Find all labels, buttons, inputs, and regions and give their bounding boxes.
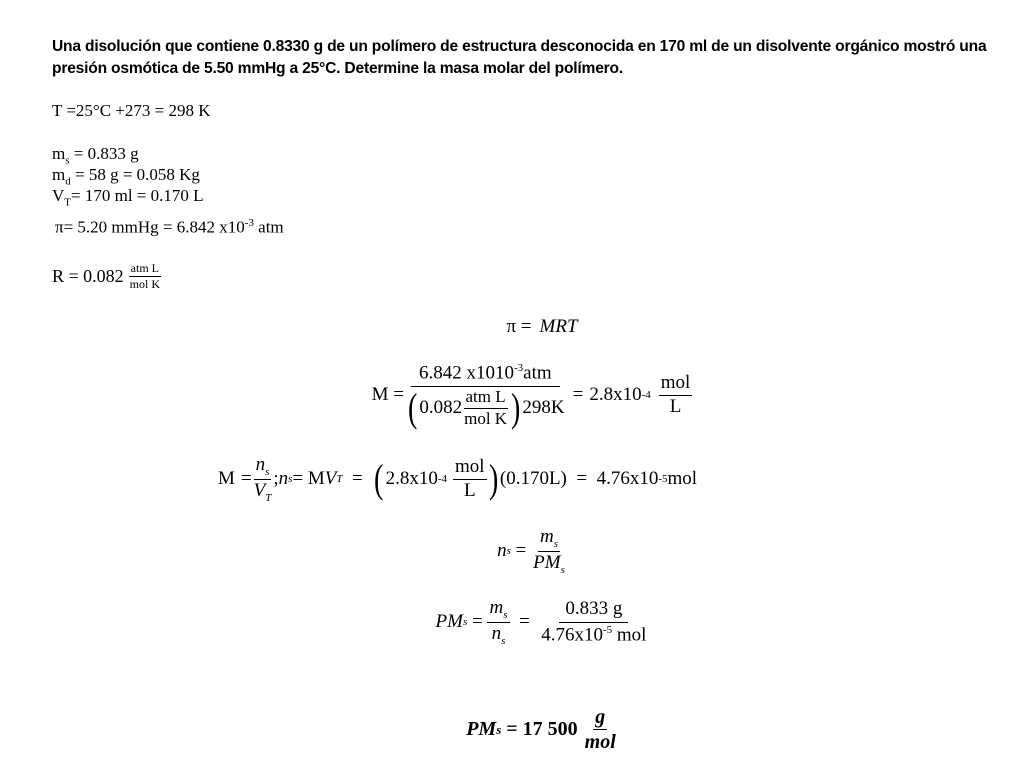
volume-line: $V_T= 170$ ml = 0.170 L <box>52 186 204 209</box>
gas-constant-units: $\frac{\text{atm L}}{\text{mol K}}$ <box>129 261 161 292</box>
molarity-fraction: 6.842 $x1010^{-3}atm$ ( 0.082 $\frac{\text{atm L}}{\text{mol K}}$ ) 298K <box>408 362 565 431</box>
solute-mass-line: $m_s = 0.833$ g <box>52 144 139 167</box>
gas-constant-line: R = 0.082 $\frac{\text{atm L}}{\text{mol K}}$ <box>52 261 161 292</box>
final-answer: PM s = 17 500 $\frac{g}{\text{mol}}$ <box>466 706 616 753</box>
temperature-line <box>52 101 211 121</box>
equation-ns: n s = $\frac{m_s}{PM_s}$ <box>497 526 565 576</box>
problem-statement: Una disolución que contiene 0.8330 g de un polímero de estructura desconocida en 170 ml de un disolvente orgánico mostró una presión osmótica de 5.50 mmHg a 25°C. Determine la masa molar del polímero. <box>52 38 987 77</box>
equation-moles: M = $\frac{n_s}{V_T}$ ; n s = M V T = ( 2.8x10 -4 $\frac{\text{mol}}{L}$ ) (0.170L) = 4.76x10 -5 mol <box>218 454 698 504</box>
osmotic-pressure-line: π= 5.20 mmHg = 6.842 $x10^{-3}$ atm <box>55 217 284 237</box>
equation-osmotic: π = MRT <box>506 316 578 337</box>
solvent-mass-line: $m_d = 58$ g = 0.058 Kg <box>52 165 200 188</box>
equation-molar-mass: PM s = $\frac{m_s}{n_s}$ = $\frac{0.833 g}{4.76x10^{-5} mol}$ <box>435 597 647 647</box>
equation-molarity: M = 6.842 $x1010^{-3}atm$ ( 0.082 $\frac{\text{atm L}}{\text{mol K}}$ ) 298K = 2.8x10 -4 $\frac{\text{mol}}{L}$ <box>371 362 691 431</box>
temperature-text: T =25°C +273 = 298 K <box>52 101 211 120</box>
